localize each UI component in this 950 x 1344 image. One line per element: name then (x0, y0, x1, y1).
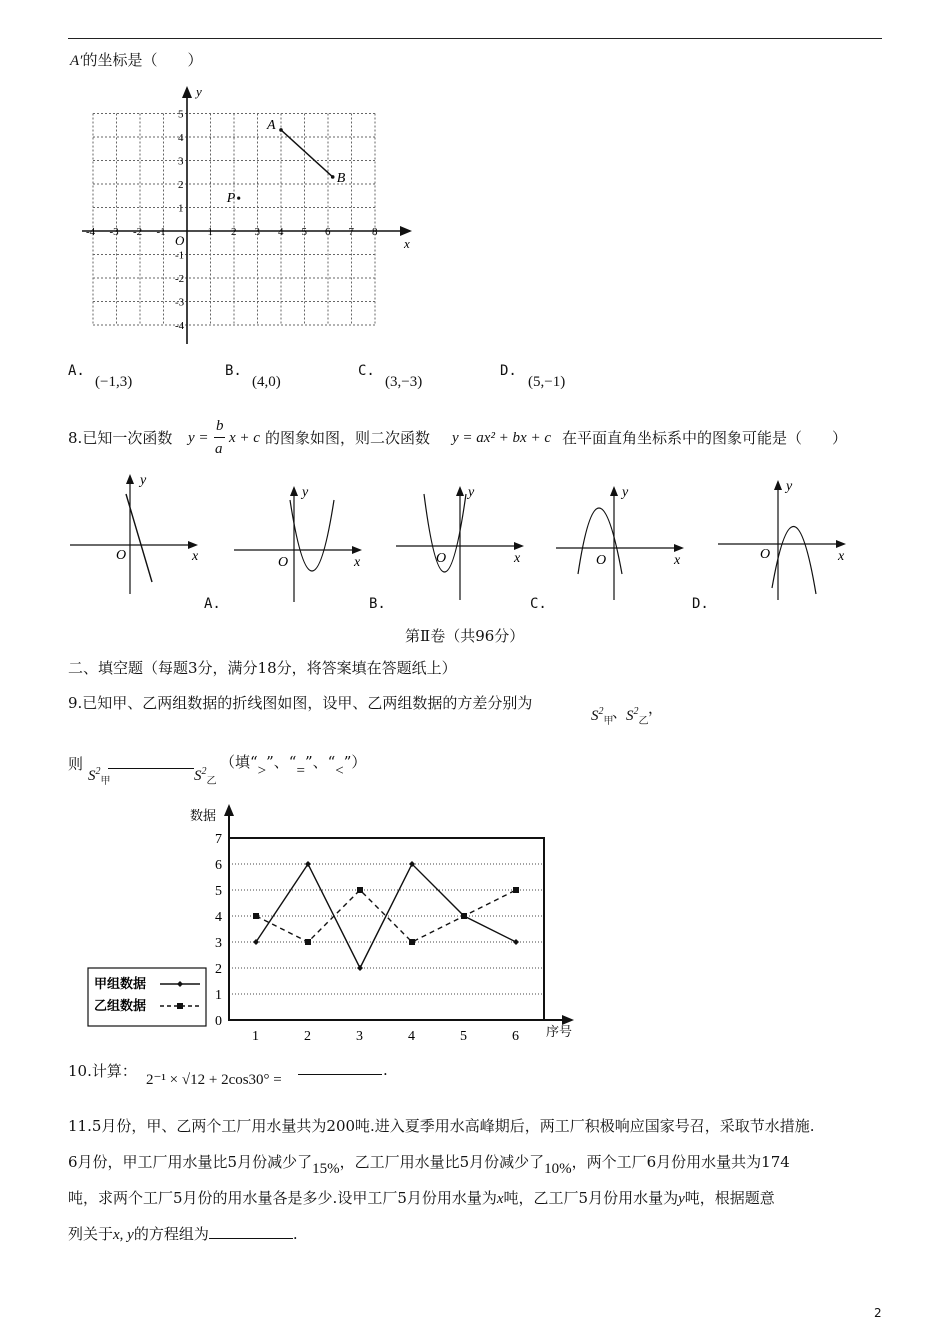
chart-x-tick-label: 2 (304, 1029, 311, 1044)
point-A-label: A (267, 117, 276, 133)
point-B-label: B (336, 170, 346, 186)
q8-c-o-label: O (596, 553, 607, 568)
q9-variance-yi: $S^2_乙$ (626, 706, 649, 727)
q8-given-o-label: O (116, 548, 127, 563)
chart-y-arrow (224, 804, 234, 816)
series-yi-point (253, 913, 259, 919)
q8-option-c-letter[interactable]: C. (530, 596, 547, 612)
q8-d-o-label: O (760, 547, 771, 562)
q8-option-b-graph[interactable] (392, 482, 532, 606)
q7-x-tick-label: 7 (348, 226, 354, 238)
q8-frac-num: b (216, 418, 224, 434)
chart-y-tick-label: 7 (215, 832, 222, 847)
chart-y-tick-label: 5 (215, 884, 222, 899)
point-P-label: P (226, 191, 236, 207)
q10-answer-blank[interactable] (298, 1074, 382, 1075)
point-B-dot (331, 175, 335, 179)
q7-y-tick-label: -1 (175, 249, 185, 262)
q8-stem-mid: 的图象如图，则二次函数 (265, 429, 431, 447)
chart-x-tick-label: 6 (512, 1029, 519, 1044)
q9-line-chart (86, 802, 586, 1052)
q7-x-tick-label: -1 (156, 226, 166, 238)
chart-x-tick-label: 3 (356, 1029, 363, 1044)
series-jia-point (513, 939, 519, 945)
q8-a-y-label: y (302, 485, 309, 500)
q9-comma: ， (648, 699, 664, 717)
q8-given-x-label: x (192, 549, 199, 564)
q9-fill-hint: （填“>”、“=”、“<”） (220, 753, 367, 779)
chart-y-tick-label: 2 (215, 962, 222, 977)
q9-separator: 、 (612, 703, 628, 721)
q7-coordinate-figure (78, 82, 418, 354)
q7-y-tick-label: 3 (178, 155, 184, 168)
q7-x-tick-label: 1 (207, 226, 213, 238)
q7-stem-var: A′ (70, 53, 83, 69)
q7-option-b-letter[interactable]: B. (225, 363, 242, 379)
q10-end: . (383, 1061, 388, 1079)
q7-origin-label: O (175, 233, 185, 248)
q7-x-tick-label: 2 (231, 226, 237, 238)
chart-x-tick-label: 5 (460, 1029, 467, 1044)
q8-option-c-graph[interactable] (552, 482, 692, 606)
series-yi-point (409, 939, 415, 945)
q8-a-o-label: O (278, 555, 289, 570)
legend-yi-label: 乙组数据 (94, 999, 147, 1014)
series-jia-point (357, 965, 363, 971)
q7-x-tick-label: -3 (109, 226, 119, 238)
q8-c-y-label: y (622, 485, 629, 500)
q7-y-tick-label: 4 (178, 132, 184, 144)
point-P-dot (237, 197, 240, 200)
q7-x-tick-label: -2 (133, 226, 143, 238)
q7-y-axis-label: y (196, 84, 202, 99)
chart-y-label: 数据 (190, 809, 217, 824)
q7-option-a-letter[interactable]: A. (68, 363, 85, 379)
chart-x-label: 序号 (546, 1025, 573, 1040)
header-rule (68, 38, 882, 39)
q7-x-tick-label: 4 (278, 226, 284, 238)
legend-jia-label: 甲组数据 (94, 977, 147, 992)
q7-y-tick-label: -4 (175, 320, 185, 332)
q7-stem: A′的坐标是（ ） (70, 51, 203, 69)
q7-x-tick-label: -4 (86, 226, 96, 238)
q7-grid-lines (93, 114, 375, 326)
q7-y-tick-label: 2 (178, 179, 184, 191)
q8-quadratic-function: y = ax² + bx + c (452, 430, 551, 446)
q8-b-x-label: x (514, 551, 521, 566)
q8-given-linear-graph (66, 470, 206, 600)
q9-line2-s-yi: $S^2_乙$ (194, 766, 217, 787)
q7-option-c-value[interactable]: (3,−3) (385, 374, 423, 390)
chart-y-tick-label: 4 (215, 910, 222, 925)
chart-plot-frame (229, 838, 544, 1020)
q11-line4: 列关于x, y的方程组为 . (68, 1225, 298, 1243)
q8-d-y-label: y (786, 479, 793, 494)
q8-frac-den: a (215, 441, 223, 457)
series-yi-point (357, 887, 363, 893)
q7-y-tick-label: 1 (178, 202, 184, 215)
q7-x-axis-label: x (404, 236, 410, 251)
q7-y-arrow (182, 86, 192, 98)
q11-answer-blank[interactable] (209, 1224, 293, 1239)
q7-x-tick-label: 3 (254, 226, 260, 238)
q8-linear-rest: x + c (229, 430, 260, 446)
q9-answer-blank[interactable] (108, 768, 194, 769)
q10-expression: 2⁻¹ × √12 + 2cos30° = (146, 1072, 282, 1088)
q11-line1: 11.5月份，甲、乙两个工厂用水量共为200吨.进入夏季用水高峰期后，两工厂积极响应国家号召，采取节水措施. (68, 1117, 815, 1135)
q9-line1: 9.已知甲、乙两组数据的折线图如图，设甲、乙两组数据的方差分别为 (68, 694, 533, 712)
series-yi-point (305, 939, 311, 945)
q7-x-tick-label: 8 (372, 226, 378, 238)
volume-heading: 第Ⅱ卷（共96分） (405, 627, 525, 645)
q8-a-parabola (290, 500, 334, 571)
q7-option-a-value[interactable]: (−1,3) (95, 374, 133, 390)
q8-frac-bar (214, 437, 225, 438)
chart-y-tick-label: 6 (215, 858, 222, 873)
q7-option-b-value[interactable]: (4,0) (252, 374, 281, 390)
q7-option-d-letter[interactable]: D. (500, 363, 517, 379)
q8-option-d-graph[interactable] (714, 476, 854, 606)
series-yi-point (461, 913, 467, 919)
q8-b-y-label: y (468, 485, 475, 500)
q9-line2-s-jia: $S^2_甲$ (88, 766, 111, 787)
q7-option-d-value[interactable]: (5,−1) (528, 374, 566, 390)
part2-heading: 二、填空题（每题3分，满分18分，将答案填在答题纸上） (68, 659, 457, 677)
chart-y-tick-label: 3 (215, 936, 222, 951)
q10-label: 10.计算： (68, 1062, 137, 1080)
q9-line2-start: 则 (68, 755, 84, 773)
legend-yi-marker (177, 1003, 183, 1009)
chart-x-tick-label: 1 (252, 1029, 259, 1044)
q8-option-a-letter[interactable]: A. (204, 596, 221, 612)
q8-stem-end: 在平面直角坐标系中的图象可能是（ ） (562, 429, 848, 447)
q8-given-y-label: y (140, 473, 147, 488)
q8-d-x-label: x (838, 549, 845, 564)
q11-line2: 6月份，甲工厂用水量比5月份减少了15%，乙工厂用水量比5月份减少了10%，两个工厂6月份用水量共为174 (68, 1153, 790, 1177)
q8-b-o-label: O (436, 551, 447, 566)
series-yi-point (513, 887, 519, 893)
q7-y-tick-label: -2 (175, 273, 185, 285)
q9-variance-jia: $S^2_甲$ (591, 706, 614, 727)
q7-x-tick-label: 6 (325, 226, 331, 238)
q7-y-tick-label: -3 (175, 296, 185, 309)
page-number: 2 (874, 1306, 882, 1320)
q8-option-d-letter[interactable]: D. (692, 596, 709, 612)
q8-option-b-letter[interactable]: B. (369, 596, 386, 612)
q11-line3: 吨，求两个工厂5月份的用水量各是多少.设甲工厂5月份用水量为x吨，乙工厂5月份用水量为y吨，根据题意 (68, 1189, 775, 1207)
q8-linear-function: y = (188, 430, 209, 446)
q8-a-x-label: x (354, 555, 361, 570)
point-A-dot (279, 128, 283, 132)
q8-stem: 8.已知一次函数 (68, 429, 173, 447)
chart-x-arrow (562, 1015, 574, 1025)
q8-c-x-label: x (674, 553, 681, 568)
q7-x-arrow (400, 226, 412, 236)
q8-option-a-graph[interactable] (230, 482, 370, 606)
chart-y-tick-label: 1 (215, 988, 222, 1003)
q7-x-tick-label: 5 (301, 226, 307, 238)
chart-x-tick-label: 4 (408, 1029, 415, 1044)
q7-option-c-letter[interactable]: C. (358, 363, 375, 379)
chart-y-tick-label: 0 (215, 1014, 222, 1029)
q7-y-tick-label: 5 (178, 108, 184, 121)
